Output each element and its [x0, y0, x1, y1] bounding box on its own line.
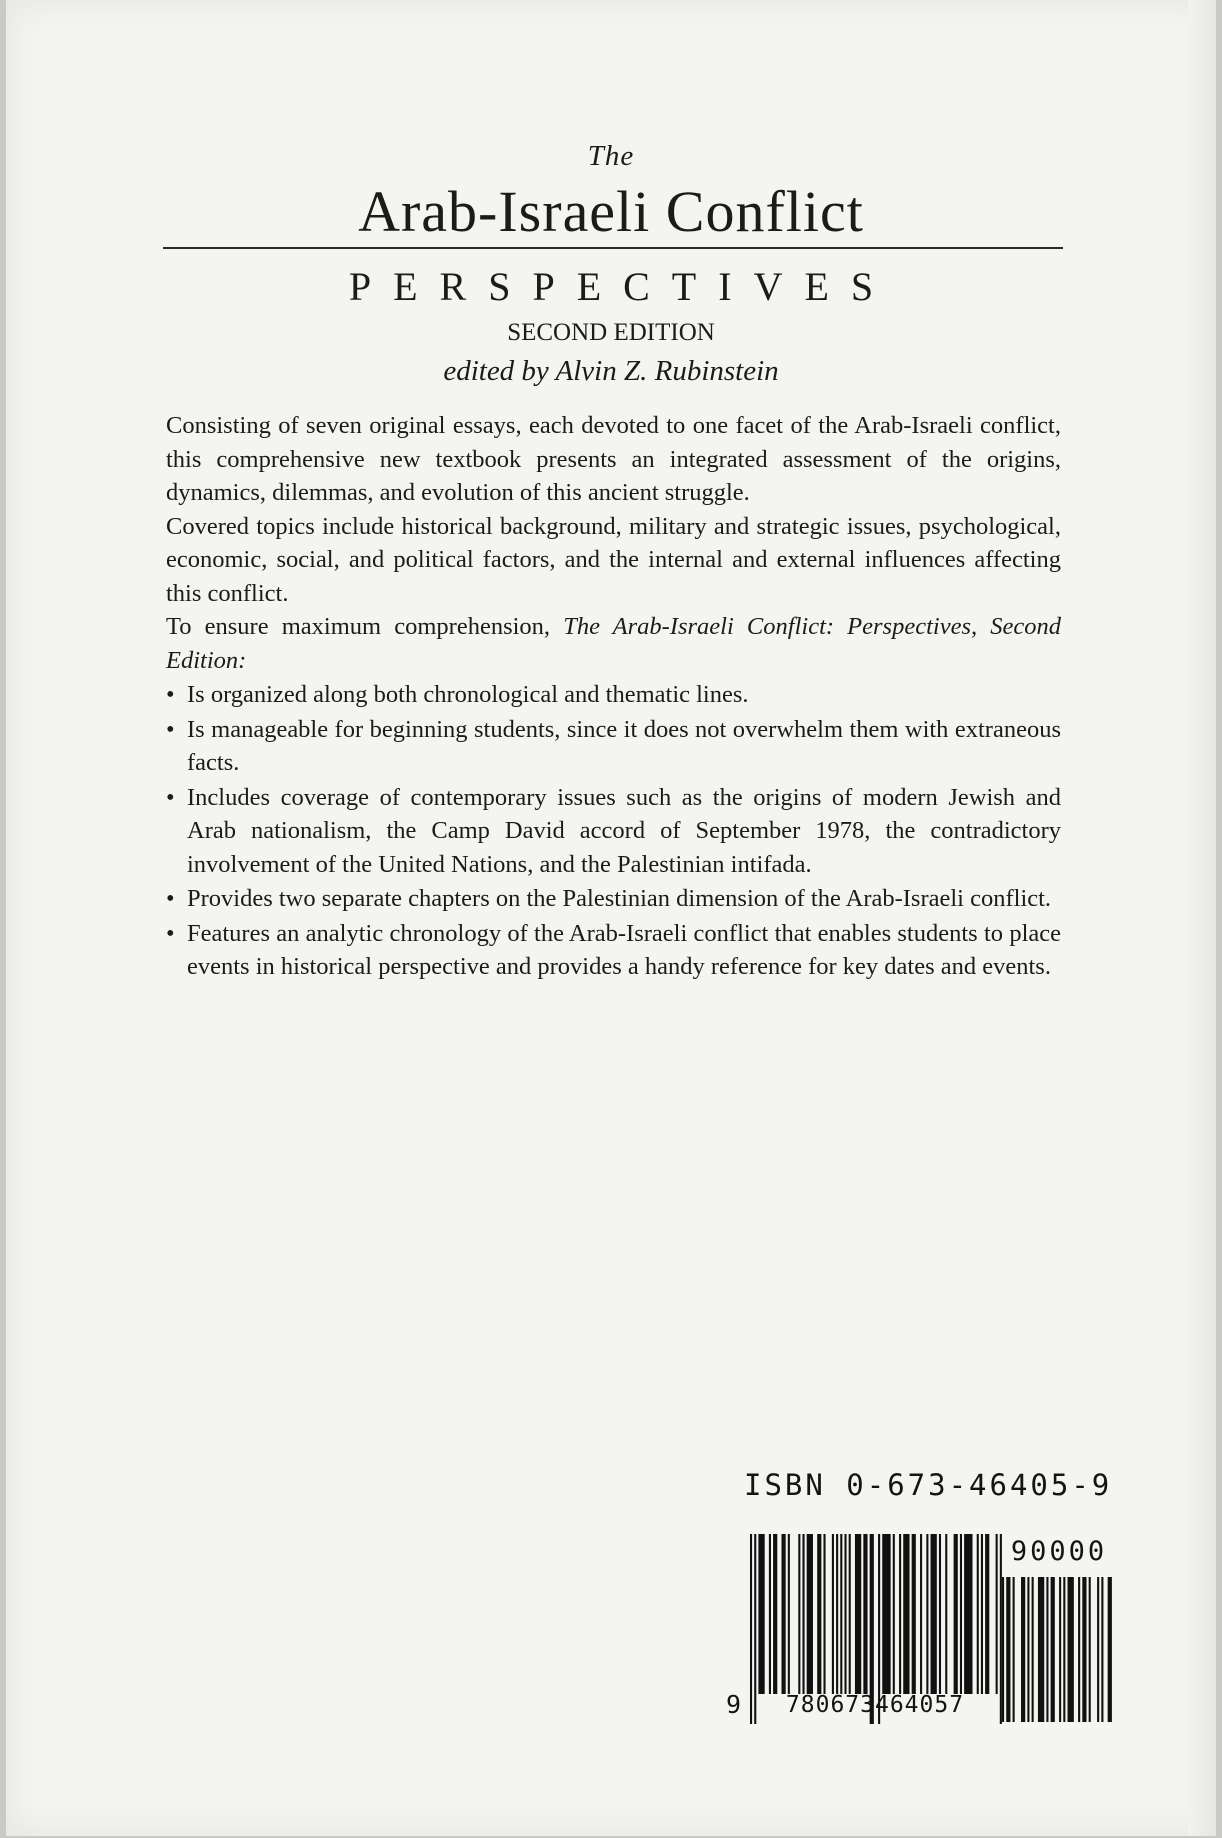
- bullet-icon: •: [166, 783, 175, 811]
- barcode-bar: [882, 1534, 890, 1694]
- bullet-icon: •: [166, 681, 175, 708]
- feature-item: [166, 882, 1061, 916]
- feature-text: Includes coverage of contemporary issues such as the origins of modern Jewish and Arab nationalism, the Camp David accord of September 1978, the contradictory involvement of the United Nations, and the Palestinian intifada.: [187, 783, 1061, 878]
- book-subtitle: PERSPECTIVES: [348, 264, 896, 309]
- title-prefix: The: [587, 140, 635, 172]
- feature-item: [166, 678, 1061, 712]
- barcode-bar: [1021, 1577, 1025, 1722]
- barcode-bar: [807, 1534, 813, 1694]
- barcode-bar: [836, 1534, 838, 1694]
- bullet-icon: •: [166, 919, 175, 947]
- addon-barcode-icon: [1002, 1577, 1114, 1722]
- barcode-bar: [920, 1534, 922, 1694]
- barcode-bar: [985, 1534, 989, 1694]
- barcode-bar: [1051, 1577, 1055, 1722]
- barcode-bar: [1089, 1577, 1091, 1722]
- book-title: Arab-Israeli Conflict: [358, 179, 864, 244]
- barcode-bar: [1046, 1577, 1048, 1722]
- feature-text: Features an analytic chronology of the Arab-Israeli conflict that enables students to place events in historical perspective and provides a handy reference for key dates and events.: [187, 919, 1061, 980]
- feature-list: [166, 678, 1061, 984]
- barcode-bar: [899, 1534, 901, 1694]
- barcode-bar: [849, 1534, 851, 1694]
- bullet-icon: •: [166, 885, 175, 912]
- title-divider: [163, 247, 1063, 249]
- barcode-bar: [788, 1534, 790, 1694]
- ean-first-digit: 9: [726, 1690, 742, 1719]
- barcode-bar: [758, 1534, 764, 1694]
- barcode-bar: [863, 1534, 867, 1694]
- bullet-icon: •: [166, 715, 175, 743]
- feature-text: Is manageable for beginning students, since it does not overwhelm them with extraneous facts.: [187, 715, 1061, 776]
- barcode-bar: [781, 1534, 785, 1694]
- barcode-bar: [996, 1534, 998, 1694]
- price-addon-digits: 90000: [1010, 1536, 1108, 1567]
- barcode-bar: [1082, 1577, 1086, 1722]
- feature-text: Is organized along both chronological and thematic lines.: [187, 681, 749, 708]
- barcode-bar: [1108, 1577, 1112, 1722]
- barcode-bar: [1002, 1577, 1004, 1722]
- feature-item: [166, 917, 1061, 984]
- barcode-bar: [1059, 1577, 1061, 1722]
- barcode-bar: [903, 1534, 909, 1694]
- barcode-bar: [945, 1534, 947, 1694]
- barcode-bar: [960, 1534, 962, 1694]
- description-paragraph-1: Consisting of seven original essays, each devoted to one facet of the Arab-Israeli conflict, this comprehensive new textbook presents an integrated assessment of the origins, dynamics, dilemmas, and evolution of this ancient struggle.: [166, 412, 1061, 506]
- edition-label: SECOND EDITION: [507, 319, 715, 346]
- barcode-bar: [844, 1534, 846, 1694]
- barcode-bar: [840, 1534, 842, 1694]
- barcode-bar: [773, 1534, 777, 1694]
- barcode-bar: [893, 1534, 895, 1694]
- editor-credit: edited by Alvin Z. Rubinstein: [443, 355, 779, 387]
- barcode-bar: [855, 1534, 861, 1694]
- description-block: [166, 409, 1061, 984]
- feature-item: [166, 781, 1061, 882]
- barcode-bar: [931, 1534, 937, 1694]
- barcode-bar: [823, 1534, 825, 1694]
- barcode-bar: [981, 1534, 983, 1694]
- barcode-bar: [1027, 1577, 1029, 1722]
- barcode-bar: [964, 1534, 972, 1694]
- barcode-bar: [1101, 1577, 1103, 1722]
- barcode-bar: [798, 1534, 800, 1694]
- barcode-bar: [1068, 1577, 1074, 1722]
- isbn-label: ISBN 0-673-46405-9: [744, 1468, 1113, 1502]
- paragraph-3-title: The Arab-Israeli Conflict: Perspectives, Second Edition:: [166, 613, 1061, 674]
- feature-text: Provides two separate chapters on the Palestinian dimension of the Arab-Israeli conflict.: [187, 885, 1052, 912]
- barcode-bar: [1097, 1577, 1099, 1722]
- barcode-bar: [954, 1534, 958, 1694]
- barcode-bar: [926, 1534, 928, 1694]
- barcode-bar: [1006, 1577, 1010, 1722]
- description-paragraph-2: Covered topics include historical background, military and strategic issues, psychological, economic, social, and political factors, and the internal and external influences affecting this conflict.: [166, 512, 1061, 607]
- ean-digits: 780673464057: [785, 1692, 965, 1718]
- barcode-bar: [832, 1534, 834, 1694]
- barcode-bar: [1013, 1577, 1015, 1722]
- barcode-bar: [769, 1534, 771, 1694]
- barcode-bar: [817, 1534, 821, 1694]
- barcode-bar: [1078, 1577, 1080, 1722]
- barcode-bar: [977, 1534, 979, 1694]
- paragraph-3-lead: To ensure maximum comprehension,: [166, 613, 564, 640]
- barcode-bar: [912, 1534, 916, 1694]
- feature-item: [166, 713, 1061, 780]
- barcode-bar: [1038, 1577, 1044, 1722]
- barcode-bar: [939, 1534, 941, 1694]
- barcode-bar: [1063, 1577, 1065, 1722]
- barcode-bar: [802, 1534, 804, 1694]
- barcode-bar: [1032, 1577, 1034, 1722]
- description-paragraph-3: [166, 610, 1061, 677]
